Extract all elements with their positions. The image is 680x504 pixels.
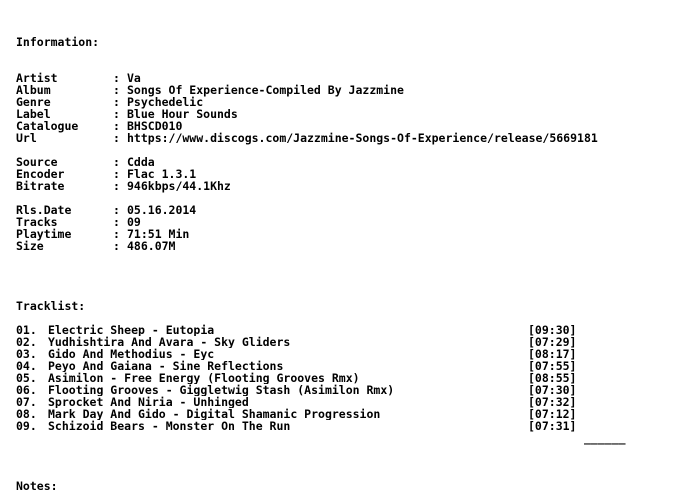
spacer <box>16 276 676 288</box>
info-value: 486.07M <box>127 239 176 253</box>
track-duration: [07:30] <box>528 383 577 397</box>
info-key: Playtime <box>16 227 72 241</box>
nfo-document <box>16 36 676 492</box>
total-rule: ______ <box>584 431 626 445</box>
spacer <box>16 264 676 276</box>
info-separator: : <box>113 131 120 145</box>
track-duration: [09:30] <box>528 323 577 337</box>
track-number: 02. <box>16 335 37 349</box>
info-value: Psychedelic <box>127 95 204 109</box>
track-number: 06. <box>16 383 37 397</box>
track-duration: [08:55] <box>528 371 577 385</box>
info-value: Blue Hour Sounds <box>127 107 238 121</box>
info-separator: : <box>113 167 120 181</box>
info-key: Rls.Date <box>16 203 72 217</box>
spacer <box>16 48 676 60</box>
info-key: Source <box>16 155 58 169</box>
info-value: 09 <box>127 215 141 229</box>
track-row <box>16 408 676 420</box>
info-separator: : <box>113 71 120 85</box>
track-title: Mark Day And Gido - Digital Shamanic Progression <box>48 408 381 420</box>
track-title: Schizoid Bears - Monster On The Run <box>48 420 291 432</box>
track-title: Flooting Grooves - Giggletwig Stash (Asimilon Rmx) <box>48 384 395 396</box>
track-title: Sprocket And Niria - Unhinged <box>48 396 249 408</box>
track-title: Electric Sheep - Eutopia <box>48 324 215 336</box>
spacer <box>16 468 676 480</box>
info-value: 71:51 Min <box>127 227 190 241</box>
info-key: Encoder <box>16 167 65 181</box>
track-row <box>16 336 676 348</box>
info-row-url <box>16 132 676 144</box>
info-separator: : <box>113 83 120 97</box>
info-value: Songs Of Experience-Compiled By Jazzmine <box>127 83 404 97</box>
spacer <box>16 288 676 300</box>
info-key: Bitrate <box>16 179 65 193</box>
track-row <box>16 360 676 372</box>
track-number: 01. <box>16 323 37 337</box>
track-duration: [07:32] <box>528 395 577 409</box>
spacer <box>16 252 676 264</box>
track-row <box>16 420 676 432</box>
track-row <box>16 372 676 384</box>
info-value: 05.16.2014 <box>127 203 197 217</box>
track-title: Peyo And Gaiana - Sine Reflections <box>48 360 284 372</box>
info-row-size <box>16 240 676 252</box>
info-key: Label <box>16 107 51 121</box>
info-key: Url <box>16 131 37 145</box>
track-number: 03. <box>16 347 37 361</box>
track-row <box>16 348 676 360</box>
spacer <box>16 312 676 324</box>
info-key: Catalogue <box>16 119 79 133</box>
info-separator: : <box>113 155 120 169</box>
info-value: Cdda <box>127 155 155 169</box>
info-separator: : <box>113 239 120 253</box>
notes-heading: Notes: <box>16 479 58 493</box>
spacer <box>16 456 676 468</box>
track-row <box>16 396 676 408</box>
info-value: Flac 1.3.1 <box>127 167 197 181</box>
info-separator: : <box>113 227 120 241</box>
track-number: 08. <box>16 407 37 421</box>
info-key: Size <box>16 239 44 253</box>
spacer <box>16 444 676 456</box>
info-separator: : <box>113 215 120 229</box>
info-separator: : <box>113 203 120 217</box>
track-number: 04. <box>16 359 37 373</box>
track-row <box>16 324 676 336</box>
track-number: 05. <box>16 371 37 385</box>
track-row <box>16 384 676 396</box>
information-heading: Information: <box>16 35 100 49</box>
track-duration: [07:29] <box>528 335 577 349</box>
info-row-bitrate <box>16 180 676 192</box>
info-url-value: https://www.discogs.com/Jazzmine-Songs-Of-Experience/release/5669181 <box>127 131 598 145</box>
track-title: Gido And Methodius - Eyc <box>48 348 215 360</box>
info-value: 946kbps/44.1Khz <box>127 179 231 193</box>
info-key: Artist <box>16 71 58 85</box>
info-separator: : <box>113 119 120 133</box>
tracklist-heading: Tracklist: <box>16 299 86 313</box>
track-title: Yudhishtira And Avara - Sky Gliders <box>48 336 291 348</box>
info-separator: : <box>113 95 120 109</box>
info-separator: : <box>113 107 120 121</box>
info-key: Album <box>16 83 51 97</box>
info-separator: : <box>113 179 120 193</box>
info-value: Va <box>127 71 141 85</box>
info-key: Tracks <box>16 215 58 229</box>
track-number: 09. <box>16 419 37 433</box>
track-duration: [08:17] <box>528 347 577 361</box>
info-value: BHSCD010 <box>127 119 183 133</box>
track-duration: [07:31] <box>528 419 577 433</box>
track-duration: [07:55] <box>528 359 577 373</box>
track-title: Asimilon - Free Energy (Flooting Grooves Rmx) <box>48 372 360 384</box>
track-duration: [07:12] <box>528 407 577 421</box>
track-number: 07. <box>16 395 37 409</box>
info-key: Genre <box>16 95 51 109</box>
